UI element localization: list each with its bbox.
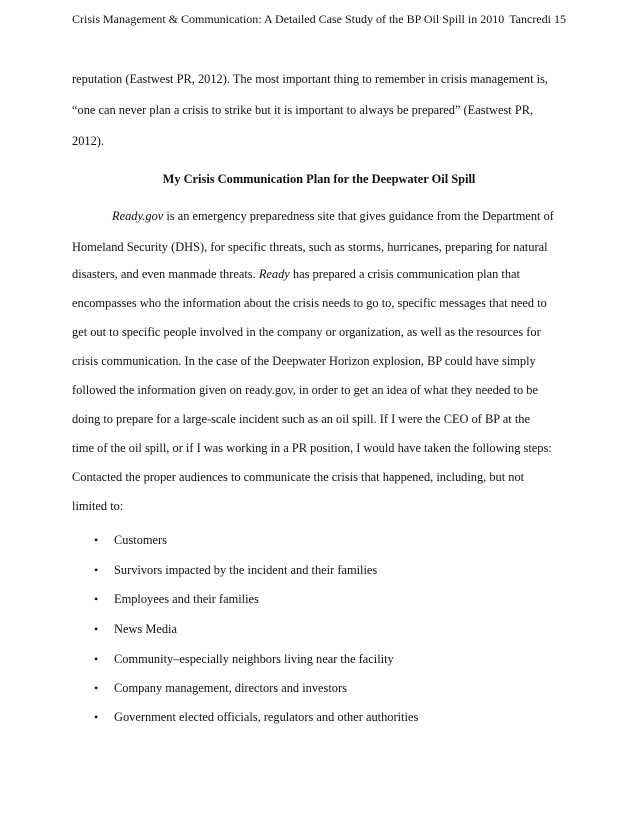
body-line: encompasses who the information about the crisis needs to go to, specific messages that need to — [72, 296, 547, 310]
body-text: is an emergency preparedness site that gives guidance from the Department of — [163, 209, 554, 223]
body-line — [112, 209, 554, 224]
section-heading: My Crisis Communication Plan for the Deepwater Oil Spill — [162, 172, 476, 186]
body-line — [72, 267, 520, 282]
bullet-glyph: • — [94, 533, 99, 547]
body-line: time of the oil spill, or if I was working in a PR position, I would have taken the following steps: — [72, 441, 552, 455]
bullet-glyph: • — [94, 622, 99, 636]
body-line: Homeland Security (DHS), for specific threats, such as storms, hurricanes, preparing for natural — [72, 240, 548, 254]
body-line: followed the information given on ready.gov, in order to get an idea of what they needed to be — [72, 383, 538, 397]
bullet-glyph: • — [94, 710, 99, 724]
body-line: limited to: — [72, 499, 124, 513]
body-text: has prepared a crisis communication plan that — [289, 267, 520, 281]
running-title: Crisis Management & Communication: A Detailed Case Study of the BP Oil Spill in 2010 — [72, 12, 505, 26]
bullet-glyph: • — [94, 592, 99, 606]
body-text: disasters, and even manmade threats. — [72, 267, 259, 281]
bullet-glyph: • — [94, 563, 99, 577]
list-item: Employees and their families — [114, 592, 259, 606]
list-item: Community–especially neighbors living near the facility — [114, 652, 394, 666]
body-line: doing to prepare for a large-scale incident such as an oil spill. If I were the CEO of BP at the — [72, 412, 530, 426]
body-line: Contacted the proper audiences to communicate the crisis that happened, including, but not — [72, 470, 525, 484]
list-item: Government elected officials, regulators and other authorities — [114, 710, 419, 724]
list-item: Company management, directors and investors — [114, 681, 347, 695]
bullet-glyph: • — [94, 652, 99, 666]
body-line: 2012). — [72, 134, 105, 148]
emphasis-text: Ready — [258, 267, 290, 281]
list-item: Customers — [114, 533, 168, 547]
bullet-glyph: • — [94, 681, 99, 695]
list-item: News Media — [114, 622, 177, 636]
page-number: Tancredi 15 — [509, 12, 566, 26]
body-line: crisis communication. In the case of the Deepwater Horizon explosion, BP could have simply — [72, 354, 536, 368]
body-line: get out to specific people involved in the company or organization, as well as the resources for — [72, 325, 541, 339]
body-line: reputation (Eastwest PR, 2012). The most important thing to remember in crisis management is, — [72, 72, 549, 86]
body-line: “one can never plan a crisis to strike but it is important to always be prepared” (Eastwest PR, — [72, 103, 534, 117]
running-header — [72, 12, 566, 27]
list-item: Survivors impacted by the incident and their families — [114, 563, 378, 577]
emphasis-text: Ready.gov — [112, 209, 164, 223]
